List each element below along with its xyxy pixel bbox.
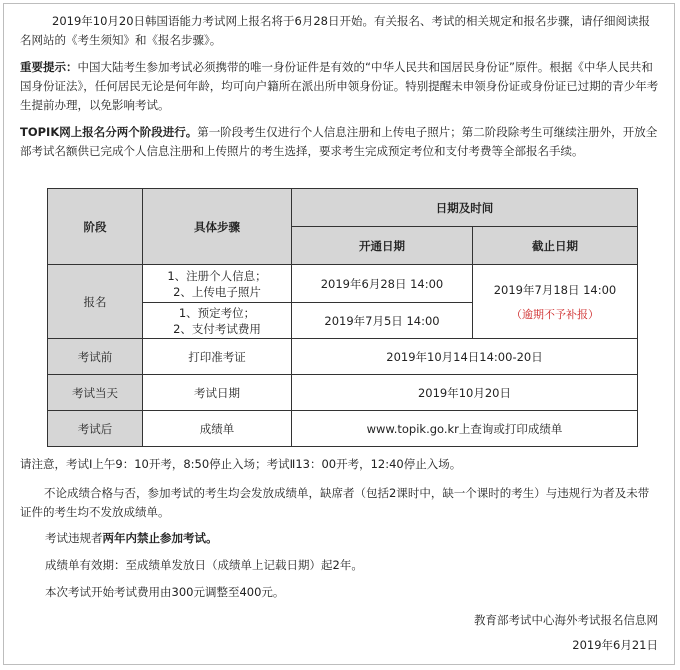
stage-exam-day: 考试当天	[48, 375, 143, 411]
violation-note-b: 两年内禁止参加考试。	[102, 531, 218, 545]
violation-note	[45, 530, 218, 546]
topik-stages-text: 第一阶段考生仅进行个人信息注册和上传电子照片；第二阶段除考生可继续注册外，开放全部考试名额供已完成个人信息注册和上传照片的考生选择，要求考生完成预定考位和支付考费等全部报名手续。	[20, 125, 658, 158]
reg-close-cell	[473, 265, 638, 339]
issue-date: 2019年6月21日	[572, 638, 658, 652]
topik-stages-bold: TOPIK网上报名分两个阶段进行。	[20, 125, 198, 139]
reg-phase1-open: 2019年6月28日 14:00	[292, 265, 473, 303]
intro-paragraph: 2019年10月20日韩国语能力考试网上报名将于6月28日开始。有关报名、考试的相关规定和报名步骤，请仔细阅读报名网站的《考生须知》和《报名步骤》。	[20, 14, 650, 47]
stage-registration: 报名	[48, 265, 143, 339]
reg-phase2-steps	[143, 303, 292, 339]
schedule-table	[47, 188, 638, 447]
exam-day-date: 2019年10月20日	[292, 375, 638, 411]
reg-phase1-step-b: 2、上传电子照片	[173, 284, 261, 299]
score-report-note: 不论成绩合格与否，参加考试的考生均会发放成绩单，缺席者（包括2课时中，缺一个课时的考生）与违规行为者及未带证件的考生均不发放成绩单。	[20, 486, 650, 519]
violation-note-a: 考试违规者	[45, 531, 103, 545]
after-exam-info: www.topik.go.kr上查询或打印成绩单	[292, 411, 638, 447]
exam-day-step: 考试日期	[143, 375, 292, 411]
issuer: 教育部考试中心海外考试报名信息网	[474, 613, 658, 627]
before-exam-date: 2019年10月14日14:00-20日	[292, 339, 638, 375]
header-close-date: 截止日期	[473, 227, 638, 265]
reg-phase2-step-b: 2、支付考试费用	[173, 321, 261, 336]
header-steps: 具体步骤	[143, 189, 292, 265]
notice-label: 重要提示：	[20, 60, 78, 74]
fee-note: 本次考试开始考试费用由300元调整至400元。	[45, 585, 285, 599]
before-exam-step: 打印准考证	[143, 339, 292, 375]
reg-close-note: （逾期不予补报）	[511, 307, 599, 321]
reg-phase1-step-a: 1、注册个人信息；	[167, 268, 267, 283]
header-datetime: 日期及时间	[292, 189, 638, 227]
stage-before-exam: 考试前	[48, 339, 143, 375]
reg-close-date: 2019年7月18日 14:00	[493, 282, 617, 297]
reg-phase2-open: 2019年7月5日 14:00	[292, 303, 473, 339]
header-stage: 阶段	[48, 189, 143, 265]
topik-stages-paragraph	[20, 123, 660, 161]
after-exam-step: 成绩单	[143, 411, 292, 447]
exam-time-note: 请注意，考试Ⅰ上午9：10开考，8:50停止入场；考试Ⅱ13：00开考，12:40停止入场。	[20, 457, 462, 471]
notice-text: 中国大陆考生参加考试必须携带的唯一身份证件是有效的“中华人民共和国居民身份证”原件。根据《中华人民共和国身份证法》，任何居民无论是何年龄，均可向户籍所在派出所申领身份证。特别提醒未申领身份证或身份证已过期的青少年考生提前办理，以免影响考试。	[20, 60, 659, 112]
reg-phase2-step-a: 1、预定考位；	[178, 305, 256, 320]
stage-after-exam: 考试后	[48, 411, 143, 447]
validity-note: 成绩单有效期：至成绩单发放日（成绩单上记载日期）起2年。	[45, 558, 363, 572]
reg-phase1-steps	[143, 265, 292, 303]
important-notice	[20, 58, 660, 115]
header-open-date: 开通日期	[292, 227, 473, 265]
